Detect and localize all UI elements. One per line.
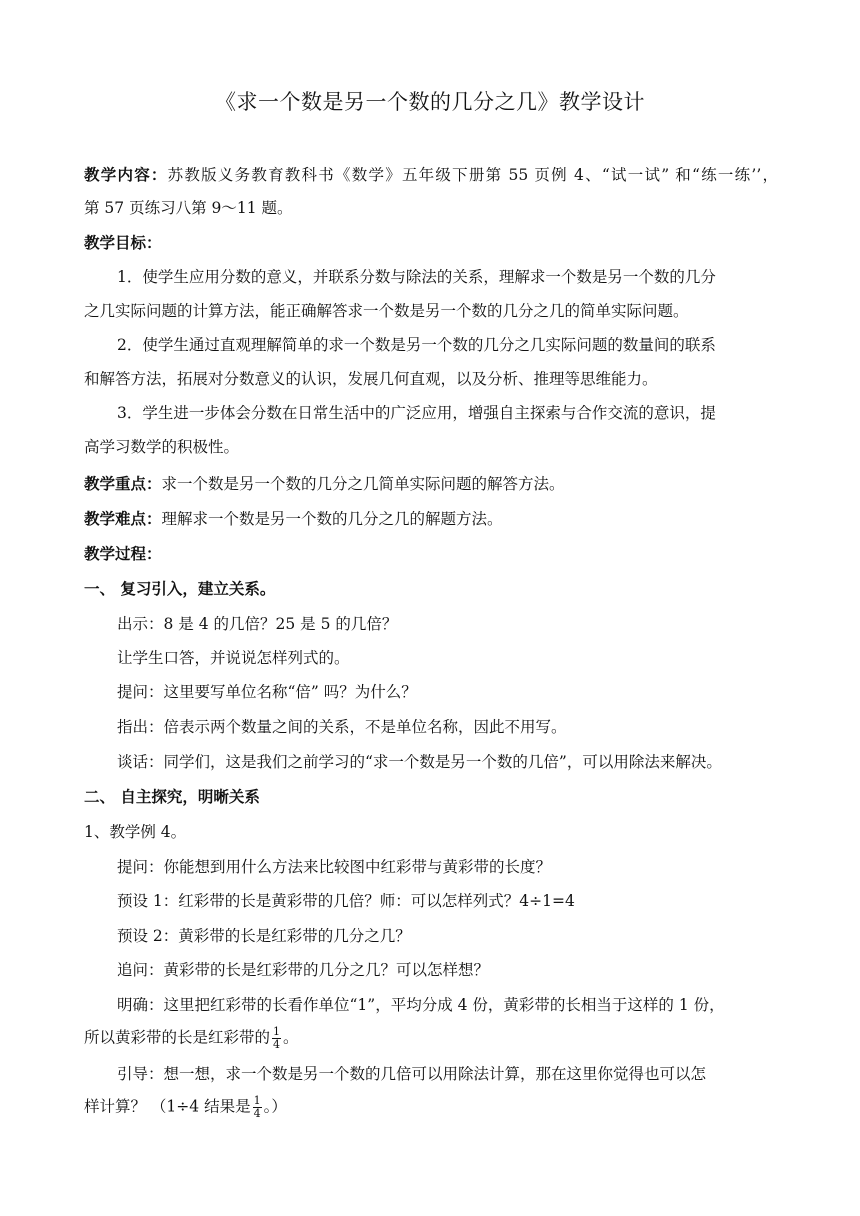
difficulty-line xyxy=(84,508,503,530)
process-line-11b-text: 样计算？ （1÷4 结果是 xyxy=(84,1097,251,1116)
fraction-numerator-2: 1 xyxy=(253,1094,261,1107)
fraction-one-quarter xyxy=(272,1026,281,1051)
goal-3-line-1: 3．学生进一步体会分数在日常生活中的广泛应用，增强自主探索与合作交流的意识，提 xyxy=(117,404,716,422)
key-line xyxy=(84,473,565,495)
process-line-3: 提问：这里要写单位名称“倍” 吗？为什么？ xyxy=(117,683,417,701)
process-line-5: 谈话：同学们，这是我们之前学习的“求一个数是另一个数的几倍”，可以用除法来解决。 xyxy=(117,753,722,771)
process-line-4: 指出：倍表示两个数量之间的关系，不是单位名称，因此不用写。 xyxy=(117,718,567,736)
content-text-1: 苏教版义务教育教科书《数学》五年级下册第 55 页例 4、“试一试” 和“练一练’’， xyxy=(167,166,778,184)
content-label: 教学内容： xyxy=(84,166,168,184)
process-line-10a: 明确：这里把红彩带的长看作单位“1”，平均分成 4 份，黄彩带的长相当于这样的 1 份， xyxy=(117,996,725,1014)
content-line-1 xyxy=(84,164,778,186)
section-2-heading: 二、 自主探究，明晰关系 xyxy=(84,788,260,806)
process-line-11b-end: 。） xyxy=(263,1097,287,1116)
section-1-heading: 一、 复习引入，建立关系。 xyxy=(84,580,276,598)
goal-3-line-2: 高学习数学的积极性。 xyxy=(84,438,240,456)
process-line-11b xyxy=(84,1095,287,1120)
goal-1-line-1: 1．使学生应用分数的意义，并联系分数与除法的关系，理解求一个数是另一个数的几分 xyxy=(117,268,716,286)
content-text-2: 第 57 页练习八第 9～11 题。 xyxy=(84,199,293,217)
fraction-denominator: 4 xyxy=(273,1038,281,1051)
example-4-heading: 1、教学例 4。 xyxy=(84,823,187,841)
process-line-2: 让学生口答，并说说怎样列式的。 xyxy=(117,649,350,667)
process-line-11a: 引导：想一想，求一个数是另一个数的几倍可以用除法计算，那在这里你觉得也可以怎 xyxy=(117,1065,707,1083)
difficulty-label: 教学难点： xyxy=(84,510,162,528)
fraction-denominator-2: 4 xyxy=(253,1107,261,1120)
process-line-6: 提问：你能想到用什么方法来比较图中红彩带与黄彩带的长度？ xyxy=(117,858,552,876)
goal-2-line-1: 2．使学生通过直观理解简单的求一个数是另一个数的几分之几实际问题的数量间的联系 xyxy=(117,336,716,354)
goal-1-line-2: 之几实际问题的计算方法，能正确解答求一个数是另一个数的几分之几的简单实际问题。 xyxy=(84,302,689,320)
difficulty-text: 理解求一个数是另一个数的几分之几的解题方法。 xyxy=(161,510,503,528)
process-line-1: 出示：8 是 4 的几倍？25 是 5 的几倍？ xyxy=(117,615,398,633)
process-line-10b-text: 所以黄彩带的长是红彩带的 xyxy=(84,1028,271,1047)
process-line-10b xyxy=(84,1026,299,1051)
process-line-9: 追问：黄彩带的长是红彩带的几分之几？可以怎样想？ xyxy=(117,961,490,979)
process-label: 教学过程： xyxy=(84,545,162,563)
fraction-numerator: 1 xyxy=(273,1025,281,1038)
goal-2-line-2: 和解答方法，拓展对分数意义的认识，发展几何直观，以及分析、推理等思维能力。 xyxy=(84,370,658,388)
goals-label: 教学目标： xyxy=(84,234,162,252)
key-label: 教学重点： xyxy=(84,475,162,493)
process-line-7: 预设 1：红彩带的长是黄彩带的几倍？师：可以怎样列式？4÷1=4 xyxy=(117,892,575,910)
page-title: 《求一个数是另一个数的几分之几》教学设计 xyxy=(215,90,645,114)
key-text: 求一个数是另一个数的几分之几简单实际问题的解答方法。 xyxy=(161,475,565,493)
process-line-8: 预设 2：黄彩带的长是红彩带的几分之几？ xyxy=(117,927,411,945)
process-line-10b-end: 。 xyxy=(283,1028,299,1047)
fraction-one-quarter-2 xyxy=(253,1095,262,1120)
